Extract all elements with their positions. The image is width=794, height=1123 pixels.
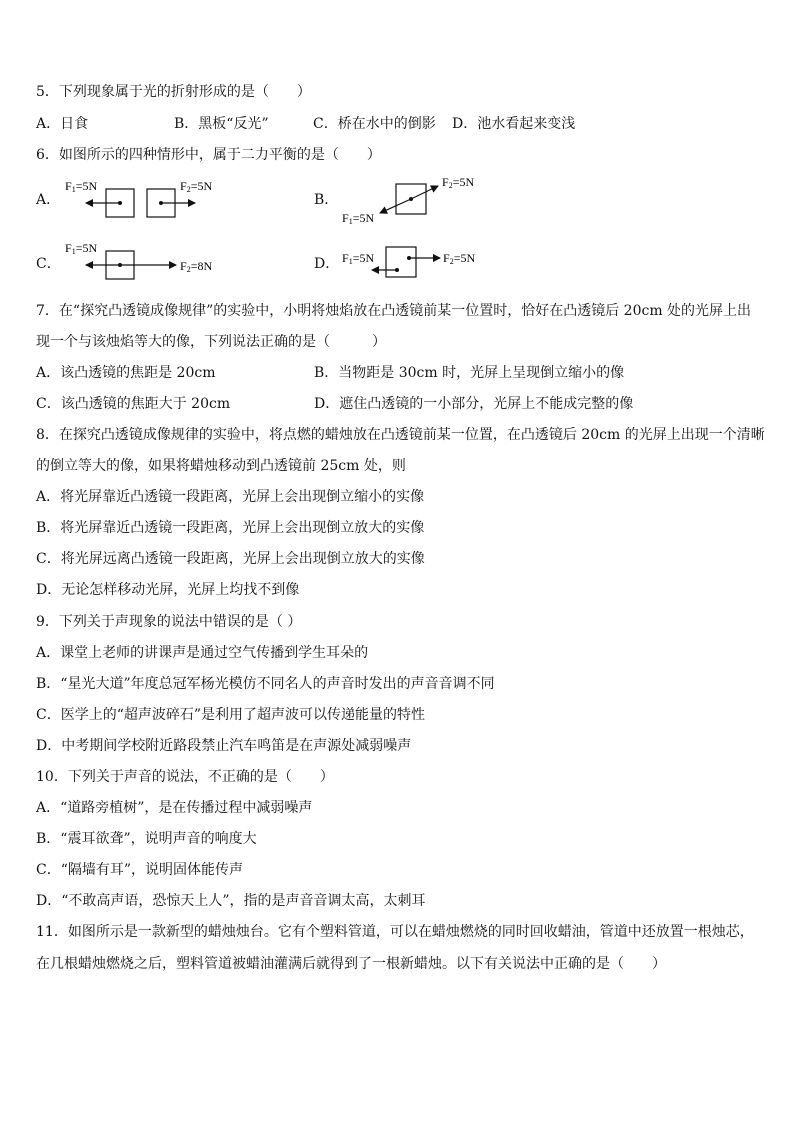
q8-stem-line1: 8．在探究凸透镜成像规律的实验中，将点燃的蜡烛放在凸透镜前某一位置，在凸透镜后 20cm 的光屏上出现一个清晰 (36, 427, 765, 443)
q10-stem: 10．下列关于声音的说法，不正确的是（ ） (36, 769, 334, 785)
q5-option-b: B．黑板“反光” (174, 116, 269, 132)
figure-a-f2-label: F2=5N (180, 179, 213, 194)
q8-option-b: B．将光屏靠近凸透镜一段距离，光屏上会出现倒立放大的实像 (36, 520, 425, 536)
figure-d-box (386, 247, 416, 277)
q5-stem: 5．下列现象属于光的折射形成的是（ ） (36, 84, 311, 100)
q6-figure-c (65, 241, 212, 279)
q11-stem-line1: 11．如图所示是一款新型的蜡烛烛台。它有个塑料管道，可以在蜡烛燃烧的同时回收蜡油，管道中还放置一根烛芯， (36, 924, 754, 940)
q6-figure-a (65, 179, 212, 217)
q9-option-d: D．中考期间学校附近路段禁止汽车鸣笛是在声源处减弱噪声 (36, 738, 412, 754)
figure-a-f1-label: F1=5N (65, 179, 98, 194)
q10-option-b: B．“震耳欲聋”，说明声音的响度大 (36, 831, 257, 847)
figure-d-f1-label: F1=5N (342, 251, 375, 266)
q10-option-a: A．“道路旁植树”，是在传播过程中减弱噪声 (36, 800, 313, 816)
q10-option-d: D．“不敢高声语，恐惊天上人”，指的是声音音调太高，太刺耳 (36, 893, 426, 909)
q6-figure-d (342, 247, 475, 277)
figure-d-f2-label: F2=5N (443, 251, 476, 266)
q6-figure-b (342, 175, 474, 226)
q7-option-d: D．遮住凸透镜的一小部分，光屏上不能成完整的像 (314, 396, 634, 412)
figure-b-f2-label: F2=5N (442, 175, 475, 190)
q5-option-a: A．日食 (36, 116, 89, 132)
q6-figure-a-label: A． (36, 192, 61, 208)
q8-option-d: D．无论怎样移动光屏，光屏上均找不到像 (36, 582, 300, 598)
q6-figure-c-label: C． (36, 256, 61, 272)
q9-option-a: A．课堂上老师的讲课声是通过空气传播到学生耳朵的 (36, 645, 369, 661)
q7-option-a: A．该凸透镜的焦距是 20cm (36, 365, 216, 381)
q6-figure-b-label: B． (314, 192, 339, 208)
q9-option-b: B．“星光大道”年度总冠军杨光模仿不同名人的声音时发出的声音音调不同 (36, 676, 495, 692)
q8-option-a: A．将光屏靠近凸透镜一段距离，光屏上会出现倒立缩小的实像 (36, 489, 425, 505)
figure-c-f1-label: F1=5N (65, 241, 98, 256)
figure-b-f1-label: F1=5N (342, 211, 375, 226)
q8-stem-line2: 的倒立等大的像，如果将蜡烛移动到凸透镜前 25cm 处，则 (36, 458, 406, 474)
q5-option-d: D．池水看起来变浅 (452, 116, 576, 132)
figure-c-f2-label: F2=8N (180, 259, 213, 274)
q11-stem-line2: 在几根蜡烛燃烧之后，塑料管道被蜡油灌满后就得到了一根新蜡烛。以下有关说法中正确的是（ ） (36, 956, 666, 972)
figure-b-arrow-f2 (411, 186, 438, 199)
q5-option-c: C．桥在水中的倒影 (313, 116, 436, 132)
q7-option-c: C．该凸透镜的焦距大于 20cm (36, 396, 231, 412)
q8-option-c: C．将光屏远离凸透镜一段距离，光屏上会出现倒立放大的实像 (36, 551, 425, 567)
q10-option-c: C．“隔墙有耳”，说明固体能传声 (36, 862, 244, 878)
q6-figure-d-label: D． (314, 256, 340, 272)
q6-stem: 6．如图所示的四种情形中，属于二力平衡的是（ ） (36, 147, 381, 163)
q9-stem: 9．下列关于声现象的说法中错误的是（ ） (36, 614, 302, 630)
q7-stem-line2: 现一个与该烛焰等大的像，下列说法正确的是（ ） (36, 334, 386, 350)
q7-option-b: B．当物距是 30cm 时，光屏上呈现倒立缩小的像 (314, 365, 625, 381)
q9-option-c: C．医学上的“超声波碎石”是利用了超声波可以传递能量的特性 (36, 707, 426, 723)
q7-stem-line1: 7．在“探究凸透镜成像规律”的实验中，小明将烛焰放在凸透镜前某一位置时，恰好在凸透镜后 20cm 处的光屏上出 (36, 303, 752, 319)
q6-figures (0, 0, 794, 300)
